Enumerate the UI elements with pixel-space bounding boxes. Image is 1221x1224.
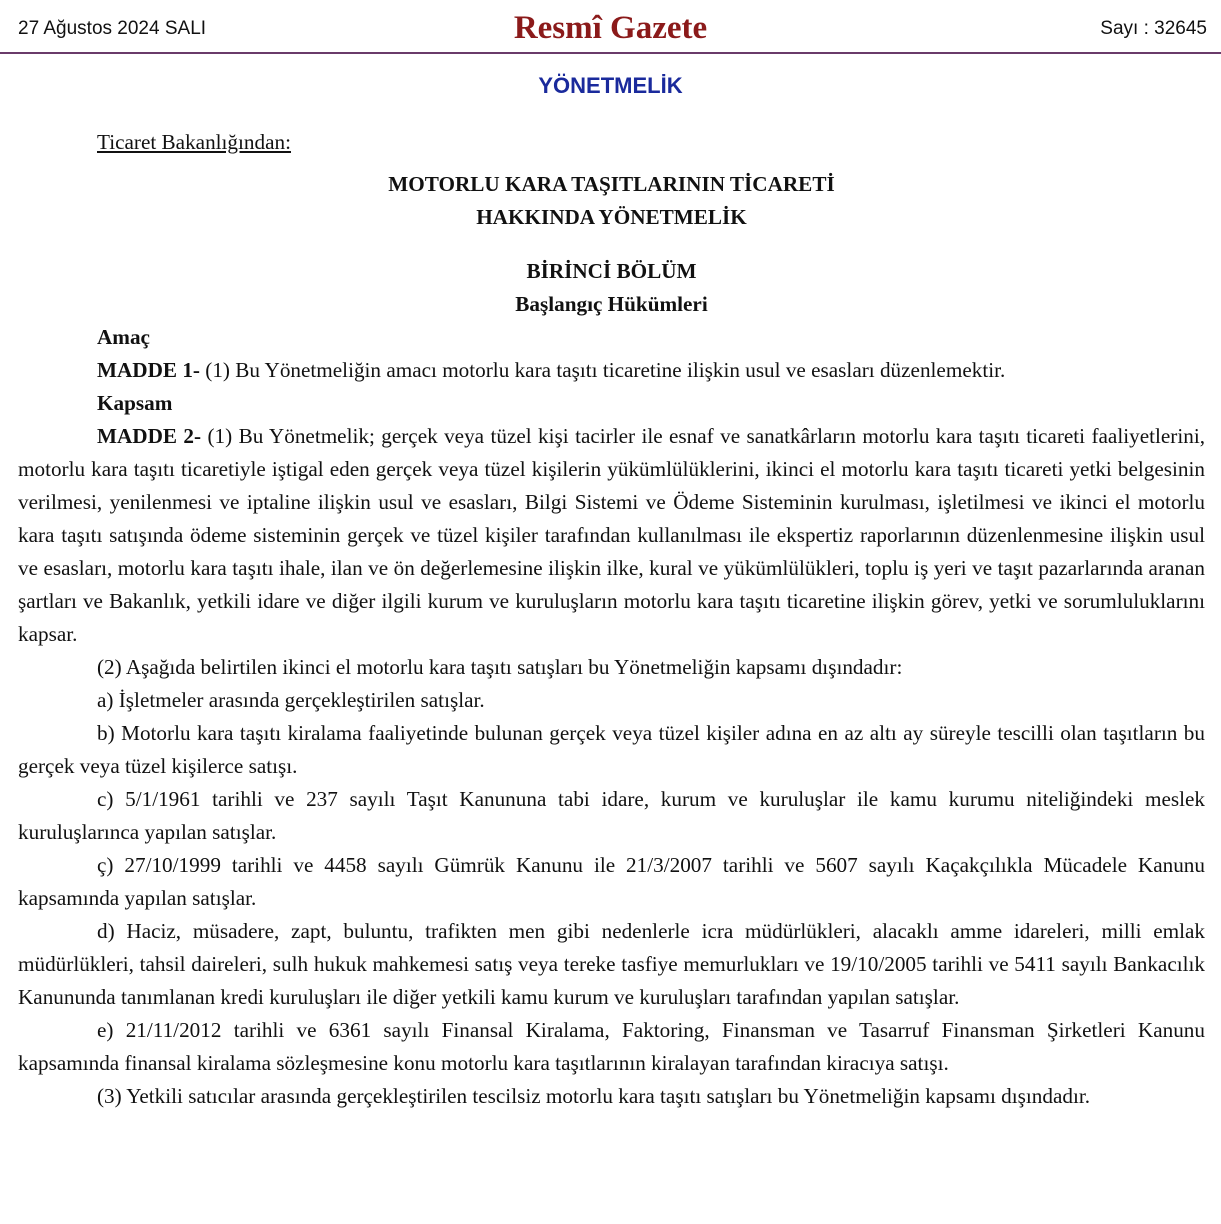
article-heading-kapsam: Kapsam	[97, 391, 173, 415]
gazette-title: Resmî Gazete	[513, 10, 708, 46]
article-heading-amac: Amaç	[97, 325, 150, 349]
document-body	[0, 126, 1221, 1113]
article-2-item-cc: ç) 27/10/1999 tarihli ve 4458 sayılı Gümrük Kanunu ile 21/3/2007 tarihli ve 5607 sayılı Kaçakçılıkla Mücadele Kanunu kapsamında yapılan satışlar.	[18, 853, 1205, 910]
regulation-title-line-2: HAKKINDA YÖNETMELİK	[476, 205, 747, 229]
issue-date: 27 Ağustos 2024 SALI	[18, 18, 207, 39]
article-1-text: (1) Bu Yönetmeliğin amacı motorlu kara taşıtı ticaretine ilişkin usul ve esasları düzenlemektir.	[199, 358, 1006, 382]
article-2-paragraph-2: (2) Aşağıda belirtilen ikinci el motorlu kara taşıtı satışları bu Yönetmeliğin kapsamı dışındadır:	[97, 655, 903, 679]
article-2-item-d: d) Haciz, müsadere, zapt, buluntu, trafikten men gibi nedenlerle icra müdürlükleri, alacaklı amme idareleri, milli emlak müdürlükleri, tahsil daireleri, sulh hukuk mahkemesi satış veya tereke tasfiye memurlukları ve 19/10/2005 tarihli ve 5411 sayılı Bankacılık Kanununda tanımlanan kredi kuruluşları ile diğer yetkili kamu kurum ve kuruluşları tarafından yapılan satışlar.	[18, 919, 1205, 1009]
article-1	[18, 354, 1205, 387]
part-title: BİRİNCİ BÖLÜM	[526, 259, 697, 283]
part-subtitle: Başlangıç Hükümleri	[515, 292, 708, 316]
article-2-label: MADDE 2-	[97, 424, 202, 448]
issue-number: Sayı : 32645	[1100, 18, 1207, 39]
article-2-paragraph-1	[18, 420, 1205, 651]
article-1-label: MADDE 1-	[97, 358, 200, 382]
article-2-item-b: b) Motorlu kara taşıtı kiralama faaliyetinde bulunan gerçek veya tüzel kişiler adına en az altı ay süreyle tescilli olan taşıtların bu gerçek veya tüzel kişilerce satışı.	[18, 721, 1205, 778]
gazette-header	[0, 0, 1221, 54]
article-2-paragraph-3: (3) Yetkili satıcılar arasında gerçekleştirilen tescilsiz motorlu kara taşıtı satışları bu Yönetmeliğin kapsamı dışındadır.	[97, 1084, 1091, 1108]
article-2-item-c: c) 5/1/1961 tarihli ve 237 sayılı Taşıt Kanununa tabi idare, kurum ve kuruluşlar ile kamu kurumu niteliğindeki meslek kuruluşlarınca yapılan satışlar.	[18, 787, 1205, 844]
article-2-item-e: e) 21/11/2012 tarihli ve 6361 sayılı Finansal Kiralama, Faktoring, Finansman ve Tasarruf Finansman Şirketleri Kanunu kapsamında finansal kiralama sözleşmesine konu motorlu kara taşıtlarının kiralayan tarafından kiracıya satışı.	[18, 1018, 1205, 1075]
part-heading	[18, 255, 1205, 321]
regulation-title	[18, 168, 1205, 234]
article-2-text: (1) Bu Yönetmelik; gerçek veya tüzel kişi tacirler ile esnaf ve sanatkârların motorlu kara taşıtı ticareti faaliyetlerini, motorlu kara taşıtı ticaretiyle iştigal eden gerçek veya tüzel kişilerin yükümlülüklerini, ikinci el motorlu kara taşıtı ticareti yetki belgesinin verilmesi, yenilenmesi ve iptaline ilişkin usul ve esasları, Bilgi Sistemi ve Ödeme Sisteminin kurulması, işletilmesi ve ikinci el motorlu kara taşıtı satışında ödeme sisteminin gerçek ve tüzel kişiler tarafından kullanılması ile ekspertiz raporlarının düzenlenmesine ilişkin usul ve esasları, motorlu kara taşıtı ihale, ilan ve ön değerlemesine ilişkin ilke, kural ve yükümlülükleri, toplu iş yeri ve taşıt pazarlarında aranan şartları ve Bakanlık, yetkili idare ve diğer ilgili kurum ve kuruluşların motorlu kara taşıtı ticaretine ilişkin görev, yetki ve sorumluluklarını kapsar.	[18, 424, 1205, 646]
regulation-title-line-1: MOTORLU KARA TAŞITLARININ TİCARETİ	[388, 172, 835, 196]
issuer: Ticaret Bakanlığından:	[97, 130, 291, 154]
article-2-item-a: a) İşletmeler arasında gerçekleştirilen satışlar.	[97, 688, 485, 712]
section-label: YÖNETMELİK	[538, 73, 683, 98]
